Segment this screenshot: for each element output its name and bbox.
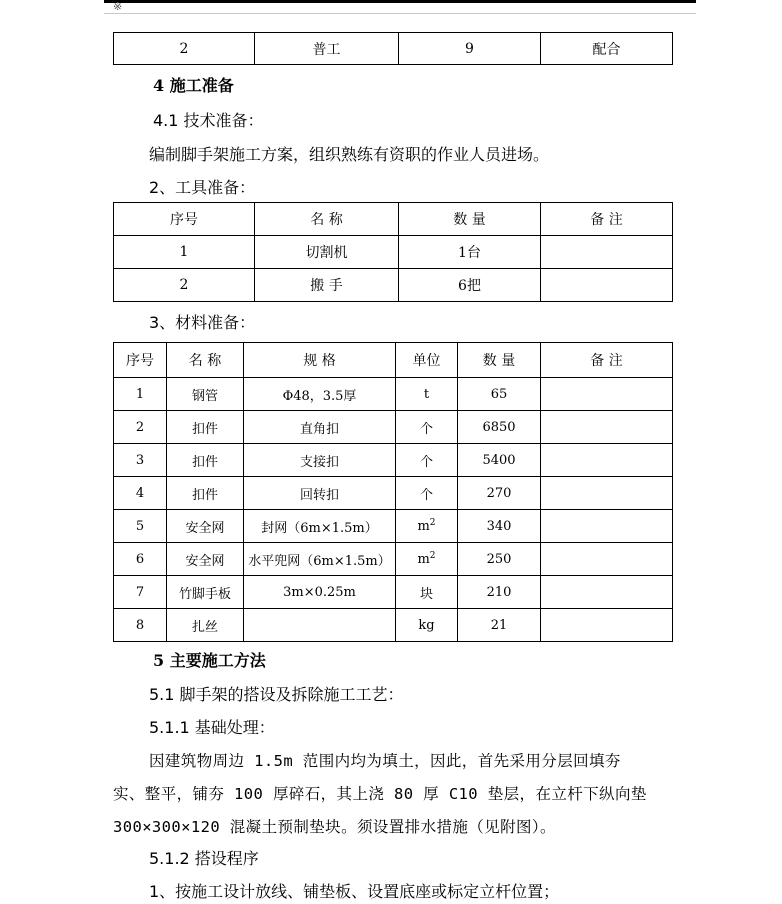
table-row	[114, 33, 673, 65]
table-cell	[541, 411, 673, 444]
table-row	[114, 576, 673, 609]
table-row	[114, 236, 673, 269]
section-5-1-1-heading: 5.1.1 基础处理：	[149, 718, 275, 737]
header-cell: 序号	[114, 203, 255, 236]
table-cell: 9	[399, 33, 541, 65]
table-cell: 270	[458, 477, 541, 510]
table-cell	[244, 609, 396, 642]
table-cell: 竹脚手板	[167, 576, 244, 609]
table-cell: 6850	[458, 411, 541, 444]
table-cell	[541, 236, 673, 269]
table-cell: 扣件	[167, 477, 244, 510]
table-header-row	[114, 343, 673, 378]
table-row	[114, 269, 673, 302]
table-cell: 扎丝	[167, 609, 244, 642]
table-row	[114, 609, 673, 642]
table-cell: 1台	[399, 236, 541, 269]
table-row	[114, 543, 673, 576]
table-cell: 2	[114, 269, 255, 302]
table-cell: 个	[396, 411, 458, 444]
table-cell: 1	[114, 236, 255, 269]
header-cell: 单位	[396, 343, 458, 378]
table-row	[114, 411, 673, 444]
table-cell: 5	[114, 510, 167, 543]
table-cell	[541, 543, 673, 576]
header-cell: 备 注	[541, 343, 673, 378]
table-cell: 搬 手	[255, 269, 399, 302]
table-cell: 扣件	[167, 444, 244, 477]
table-cell: 支接扣	[244, 444, 396, 477]
table-cell: 6把	[399, 269, 541, 302]
table-cell: 个	[396, 444, 458, 477]
table-cell: 切割机	[255, 236, 399, 269]
table-cell: 直角扣	[244, 411, 396, 444]
table-cell	[541, 576, 673, 609]
table-cell: kg	[396, 609, 458, 642]
header-cell: 规 格	[244, 343, 396, 378]
table-cell: 250	[458, 543, 541, 576]
table-cell	[541, 477, 673, 510]
table-cell: 配合	[541, 33, 673, 65]
table-cell: 3	[114, 444, 167, 477]
table-cell: 5400	[458, 444, 541, 477]
table-cell	[541, 510, 673, 543]
table-cell: 210	[458, 576, 541, 609]
table-cell: 65	[458, 378, 541, 411]
section-4-1-heading: 4.1 技术准备：	[153, 111, 264, 130]
table-row	[114, 444, 673, 477]
table-cell: 4	[114, 477, 167, 510]
section-4-heading: 4 施工准备	[153, 76, 234, 95]
tools-table	[113, 202, 673, 302]
step-1-text: 1、按施工设计放线、铺垫板、设置底座或标定立杆位置；	[149, 882, 560, 901]
paragraph-line: 300×300×120 混凝土预制垫块。须设置排水措施（见附图）。	[113, 818, 556, 836]
table-cell: 安全网	[167, 543, 244, 576]
header-cell: 备 注	[541, 203, 673, 236]
table-cell	[541, 609, 673, 642]
table-cell: t	[396, 378, 458, 411]
table-row	[114, 477, 673, 510]
table-cell: 1	[114, 378, 167, 411]
table-cell: 3m×0.25m	[244, 576, 396, 609]
labor-table-continuation	[113, 32, 673, 65]
table-cell: 安全网	[167, 510, 244, 543]
section-5-1-2-heading: 5.1.2 搭设程序	[149, 849, 259, 868]
header-cell: 数 量	[399, 203, 541, 236]
table-cell: 回转扣	[244, 477, 396, 510]
section-5-1-heading: 5.1 脚手架的搭设及拆除施工工艺：	[149, 685, 404, 704]
tools-heading: 2、工具准备：	[149, 178, 256, 197]
table-cell: 2	[114, 33, 255, 65]
table-row	[114, 510, 673, 543]
header-rule	[104, 13, 696, 14]
unit-superscript: 2	[429, 551, 436, 561]
header-cell: 名 称	[167, 343, 244, 378]
table-row	[114, 378, 673, 411]
header-cell: 数 量	[458, 343, 541, 378]
table-cell: 6	[114, 543, 167, 576]
table-cell: 340	[458, 510, 541, 543]
header-cell: 名 称	[255, 203, 399, 236]
table-cell: 水平兜网（6m×1.5m）	[244, 543, 396, 576]
materials-table	[113, 342, 673, 642]
table-cell: 钢管	[167, 378, 244, 411]
table-cell: 21	[458, 609, 541, 642]
materials-heading: 3、材料准备：	[149, 313, 256, 332]
page-top-border	[104, 0, 696, 3]
section-4-1-text: 编制脚手架施工方案，组织熟练有资职的作业人员进场。	[149, 145, 550, 164]
table-cell	[541, 269, 673, 302]
table-cell	[541, 444, 673, 477]
paragraph-line: 因建筑物周边 1.5m 范围内均为填土，因此，首先采用分层回填夯	[149, 752, 621, 770]
table-cell: 2	[114, 411, 167, 444]
table-cell: 块	[396, 576, 458, 609]
table-cell: Φ48，3.5厚	[244, 378, 396, 411]
unit-text: m	[417, 519, 430, 534]
table-cell: 个	[396, 477, 458, 510]
paragraph-line: 实、整平，铺夯 100 厚碎石，其上浇 80 厚 C10 垫层，在立杆下纵向垫	[113, 785, 647, 803]
header-cell: 序号	[114, 343, 167, 378]
unit-cell	[396, 510, 458, 543]
section-5-heading: 5 主要施工方法	[153, 651, 266, 670]
header-mark: ※	[113, 0, 123, 13]
table-cell: 封网（6m×1.5m）	[244, 510, 396, 543]
table-header-row	[114, 203, 673, 236]
table-cell	[541, 378, 673, 411]
table-cell: 7	[114, 576, 167, 609]
table-cell: 普工	[255, 33, 399, 65]
unit-cell	[396, 543, 458, 576]
table-cell: 8	[114, 609, 167, 642]
unit-superscript: 2	[429, 518, 436, 528]
table-cell: 扣件	[167, 411, 244, 444]
unit-text: m	[417, 552, 430, 567]
